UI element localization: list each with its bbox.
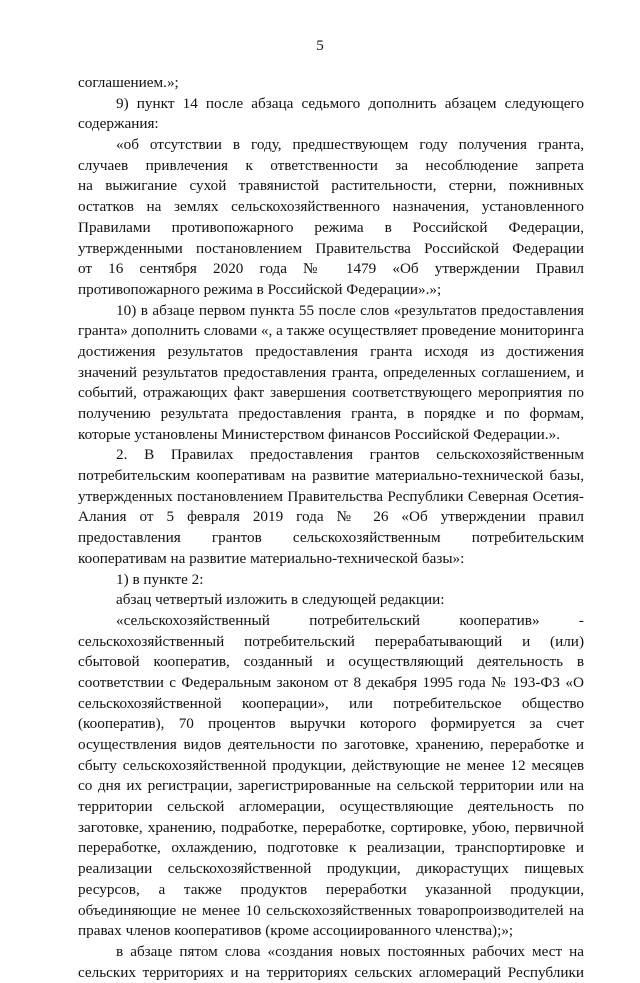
text-line: соответствии с Федеральным законом от 8 декабря 1995 года № 193-ФЗ «О: [78, 673, 584, 691]
text-line: в абзаце пятом слова «создания новых постоянных рабочих мест на: [116, 942, 584, 960]
text-line: на выжигание сухой травянистой растительности, стерни, пожнивных: [78, 177, 584, 195]
text-line: которые установлены Министерством финансов Российской Федерации.».: [78, 425, 560, 443]
text-line: достижения результатов предоставления гранта исходя из достижения: [78, 342, 584, 360]
text-line: соглашением.»;: [78, 74, 179, 91]
text-line: событий, отражающих факт завершения соответствующего мероприятия по: [78, 384, 584, 402]
text-line: Правилами противопожарного режима в Российской Федерации,: [78, 218, 584, 236]
text-line: со дня их регистрации, зарегистрированные на сельской территории или на: [78, 777, 584, 795]
text-line: противопожарного режима в Российской Федерации».»;: [78, 280, 442, 298]
text-line: получению результата предоставления гранта, в порядке и по формам,: [78, 405, 584, 422]
page-number: 5: [316, 38, 324, 54]
text-line: осуществления видов деятельности по заготовке, хранению, переработке и: [78, 736, 584, 753]
text-line: 2. В Правилах предоставления грантов сельскохозяйственным: [116, 446, 584, 464]
text-line: (кооператив), 70 процентов выручки которого формируется за счет: [78, 715, 584, 733]
text-line: сбытовой кооператив, созданный и осуществляющий деятельность в: [78, 653, 584, 671]
document-body: [78, 73, 584, 983]
text-line: сельскохозяйственной кооперации», или потребительское общество: [78, 694, 584, 712]
text-line: утвержденными постановлением Правительства Российской Федерации: [78, 239, 584, 257]
text-line: «сельскохозяйственный потребительский кооператив» -: [116, 611, 584, 629]
text-line: «об отсутствии в году, предшествующем году получения гранта,: [116, 136, 584, 154]
text-line: содержания:: [78, 115, 159, 133]
text-line: случаев привлечения к ответственности за несоблюдение запрета: [78, 156, 584, 174]
text-line: правах членов кооперативов (кроме ассоциированного членства);»;: [78, 922, 514, 940]
text-line: территории сельской агломерации, осуществляющие деятельность по: [78, 798, 584, 816]
text-line: кооперативам на развитие материально-технической базы»:: [78, 549, 465, 567]
text-line: гранта» дополнить словами «, а также осуществляет проведение мониторинга: [78, 322, 584, 340]
text-line: остатков на землях сельскохозяйственного назначения, установленного: [78, 198, 584, 216]
text-line: переработке, охлаждению, подготовке к реализации, транспортировке и: [78, 839, 584, 857]
text-line: 10) в абзаце первом пункта 55 после слов «результатов предоставления: [116, 301, 584, 319]
text-line: от 16 сентября 2020 года № 1479 «Об утверждении Правил: [78, 260, 584, 278]
text-line: абзац четвертый изложить в следующей редакции:: [116, 591, 445, 609]
text-line: сельскохозяйственный потребительский перерабатывающий и (или): [78, 632, 584, 650]
text-line: утвержденных постановлением Правительства Республики Северная Осетия-: [78, 487, 584, 505]
text-line: ресурсов, а также продуктов переработки указанной продукции,: [78, 880, 584, 898]
text-line: потребительским кооперативам на развитие материально-технической базы,: [78, 467, 584, 485]
text-line: предоставления грантов сельскохозяйственным потребительским: [78, 529, 584, 547]
text-line: объединяющие не менее 10 сельскохозяйственных товаропроизводителей на: [78, 901, 584, 919]
text-line: 1) в пункте 2:: [116, 570, 204, 588]
text-line: реализации сельскохозяйственной продукции, дикорастущих пищевых: [78, 860, 584, 878]
text-line: заготовке, хранению, подработке, переработке, сортировке, убою, первичной: [78, 818, 584, 836]
text-line: 9) пункт 14 после абзаца седьмого дополнить абзацем следующего: [116, 94, 584, 112]
text-line: сельских территориях и на территориях сельских агломераций Республики: [78, 963, 584, 981]
text-line: сбыту сельскохозяйственной продукции, действующие не менее 12 месяцев: [78, 756, 584, 774]
text-line: значений результатов предоставления гранта, определенных соглашением, и: [78, 363, 584, 381]
text-line: Алания от 5 февраля 2019 года № 26 «Об утверждении правил: [78, 508, 584, 526]
